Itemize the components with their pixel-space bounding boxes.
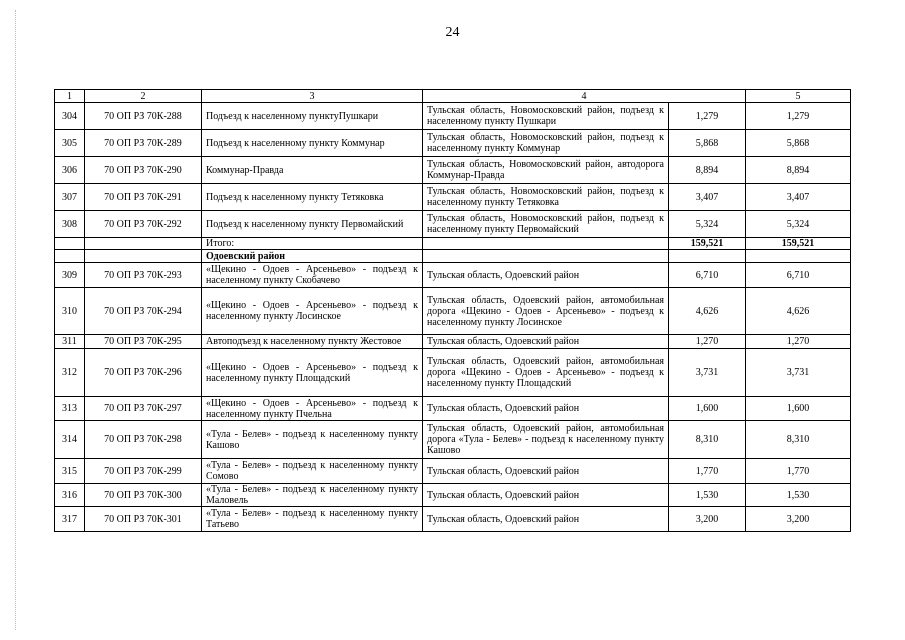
section-empty-2	[85, 250, 202, 263]
section-empty-3	[423, 250, 669, 263]
road-location: Тульская область, Одоевский район, автомобильная дорога «Тула - Белев» - подъезд к населенному пункту Кашово	[423, 421, 669, 459]
road-location: Тульская область, Одоевский район, автомобильная дорога «Щекино - Одоев - Арсеньево» - подъезд к населенному пункту Площадский	[423, 349, 669, 397]
road-length: 8,310	[669, 421, 746, 459]
table-row	[55, 397, 851, 421]
road-name: «Тула - Белев» - подъезд к населенному пункту Сомово	[202, 459, 423, 484]
road-code: 70 ОП РЗ 70К-290	[85, 157, 202, 184]
road-length-total: 3,200	[746, 507, 851, 532]
road-code: 70 ОП РЗ 70К-301	[85, 507, 202, 532]
header-col-4: 4	[423, 90, 746, 103]
road-code: 70 ОП РЗ 70К-300	[85, 484, 202, 507]
margin-line	[15, 10, 16, 630]
table-row	[55, 484, 851, 507]
table-row	[55, 211, 851, 238]
road-length-total: 3,407	[746, 184, 851, 211]
section-empty-4	[669, 250, 746, 263]
road-code: 70 ОП РЗ 70К-291	[85, 184, 202, 211]
table-row	[55, 421, 851, 459]
road-location: Тульская область, Новомосковский район, подъезд к населенному пункту Пушкари	[423, 103, 669, 130]
total-label: Итого:	[202, 238, 423, 250]
row-number: 312	[55, 349, 85, 397]
row-number: 314	[55, 421, 85, 459]
table-row	[55, 349, 851, 397]
road-length-total: 8,310	[746, 421, 851, 459]
road-location: Тульская область, Одоевский район	[423, 397, 669, 421]
road-length: 6,710	[669, 263, 746, 288]
road-length-total: 3,731	[746, 349, 851, 397]
road-length-total: 6,710	[746, 263, 851, 288]
table-row	[55, 459, 851, 484]
table-row	[55, 507, 851, 532]
road-location: Тульская область, Одоевский район	[423, 335, 669, 349]
page-number: 24	[445, 25, 460, 40]
total-empty-2	[85, 238, 202, 250]
row-number: 309	[55, 263, 85, 288]
road-length: 1,530	[669, 484, 746, 507]
road-location: Тульская область, Новомосковский район, автодорога Коммунар-Правда	[423, 157, 669, 184]
road-length-total: 8,894	[746, 157, 851, 184]
total-length-total: 159,521	[746, 238, 851, 250]
total-row	[55, 238, 851, 250]
table-row	[55, 263, 851, 288]
road-name: «Тула - Белев» - подъезд к населенному пункту Татьево	[202, 507, 423, 532]
row-number: 317	[55, 507, 85, 532]
road-name: «Тула - Белев» - подъезд к населенному пункту Маловель	[202, 484, 423, 507]
section-empty-1	[55, 250, 85, 263]
row-number: 304	[55, 103, 85, 130]
road-length-total: 4,626	[746, 288, 851, 335]
table-body	[55, 103, 851, 532]
road-name: «Щекино - Одоев - Арсеньево» - подъезд к населенному пункту Скобачево	[202, 263, 423, 288]
road-length: 1,279	[669, 103, 746, 130]
road-name: Подъезд к населенному пункту Первомайский	[202, 211, 423, 238]
road-name: Подъезд к населенному пунктуПушкари	[202, 103, 423, 130]
header-col-3: 3	[202, 90, 423, 103]
row-number: 310	[55, 288, 85, 335]
total-empty-3	[423, 238, 669, 250]
road-code: 70 ОП РЗ 70К-289	[85, 130, 202, 157]
road-code: 70 ОП РЗ 70К-294	[85, 288, 202, 335]
road-name: «Щекино - Одоев - Арсеньево» - подъезд к населенному пункту Пчельна	[202, 397, 423, 421]
road-length: 8,894	[669, 157, 746, 184]
header-col-1: 1	[55, 90, 85, 103]
road-length-total: 1,279	[746, 103, 851, 130]
total-length: 159,521	[669, 238, 746, 250]
road-location: Тульская область, Новомосковский район, подъезд к населенному пункту Первомайский	[423, 211, 669, 238]
road-length: 1,600	[669, 397, 746, 421]
header-col-5: 5	[746, 90, 851, 103]
road-code: 70 ОП РЗ 70К-297	[85, 397, 202, 421]
section-row	[55, 250, 851, 263]
road-name: «Щекино - Одоев - Арсеньево» - подъезд к населенному пункту Лосинское	[202, 288, 423, 335]
table-header-row	[55, 90, 851, 103]
road-location: Тульская область, Одоевский район	[423, 459, 669, 484]
row-number: 313	[55, 397, 85, 421]
road-name: Подъезд к населенному пункту Тетяковка	[202, 184, 423, 211]
road-length: 3,407	[669, 184, 746, 211]
row-number: 305	[55, 130, 85, 157]
road-length: 1,270	[669, 335, 746, 349]
road-code: 70 ОП РЗ 70К-292	[85, 211, 202, 238]
road-length-total: 1,530	[746, 484, 851, 507]
table-row	[55, 157, 851, 184]
road-length: 5,868	[669, 130, 746, 157]
road-code: 70 ОП РЗ 70К-293	[85, 263, 202, 288]
table-row	[55, 288, 851, 335]
road-name: Коммунар-Правда	[202, 157, 423, 184]
road-location: Тульская область, Одоевский район	[423, 484, 669, 507]
road-length-total: 1,270	[746, 335, 851, 349]
road-name: Автоподъезд к населенному пункту Жестовое	[202, 335, 423, 349]
road-name: Подъезд к населенному пункту Коммунар	[202, 130, 423, 157]
road-length: 5,324	[669, 211, 746, 238]
road-length-total: 5,868	[746, 130, 851, 157]
road-code: 70 ОП РЗ 70К-299	[85, 459, 202, 484]
row-number: 307	[55, 184, 85, 211]
road-length: 3,731	[669, 349, 746, 397]
road-code: 70 ОП РЗ 70К-298	[85, 421, 202, 459]
road-length: 3,200	[669, 507, 746, 532]
road-length: 4,626	[669, 288, 746, 335]
road-name: «Щекино - Одоев - Арсеньево» - подъезд к населенному пункту Площадский	[202, 349, 423, 397]
table-row	[55, 103, 851, 130]
road-location: Тульская область, Одоевский район, автомобильная дорога «Щекино - Одоев - Арсеньево» - подъезд к населенному пункту Лосинское	[423, 288, 669, 335]
road-length-total: 1,770	[746, 459, 851, 484]
section-title: Одоевский район	[202, 250, 423, 263]
table-row	[55, 335, 851, 349]
total-empty-1	[55, 238, 85, 250]
row-number: 306	[55, 157, 85, 184]
road-location: Тульская область, Новомосковский район, подъезд к населенному пункту Коммунар	[423, 130, 669, 157]
road-name: «Тула - Белев» - подъезд к населенному пункту Кашово	[202, 421, 423, 459]
roads-table	[54, 89, 851, 532]
road-code: 70 ОП РЗ 70К-296	[85, 349, 202, 397]
row-number: 311	[55, 335, 85, 349]
table-row	[55, 130, 851, 157]
road-length-total: 5,324	[746, 211, 851, 238]
road-length-total: 1,600	[746, 397, 851, 421]
table-row	[55, 184, 851, 211]
road-code: 70 ОП РЗ 70К-295	[85, 335, 202, 349]
road-location: Тульская область, Одоевский район	[423, 263, 669, 288]
row-number: 316	[55, 484, 85, 507]
road-location: Тульская область, Новомосковский район, подъезд к населенному пункту Тетяковка	[423, 184, 669, 211]
row-number: 315	[55, 459, 85, 484]
road-code: 70 ОП РЗ 70К-288	[85, 103, 202, 130]
row-number: 308	[55, 211, 85, 238]
header-col-2: 2	[85, 90, 202, 103]
road-length: 1,770	[669, 459, 746, 484]
section-empty-5	[746, 250, 851, 263]
road-location: Тульская область, Одоевский район	[423, 507, 669, 532]
